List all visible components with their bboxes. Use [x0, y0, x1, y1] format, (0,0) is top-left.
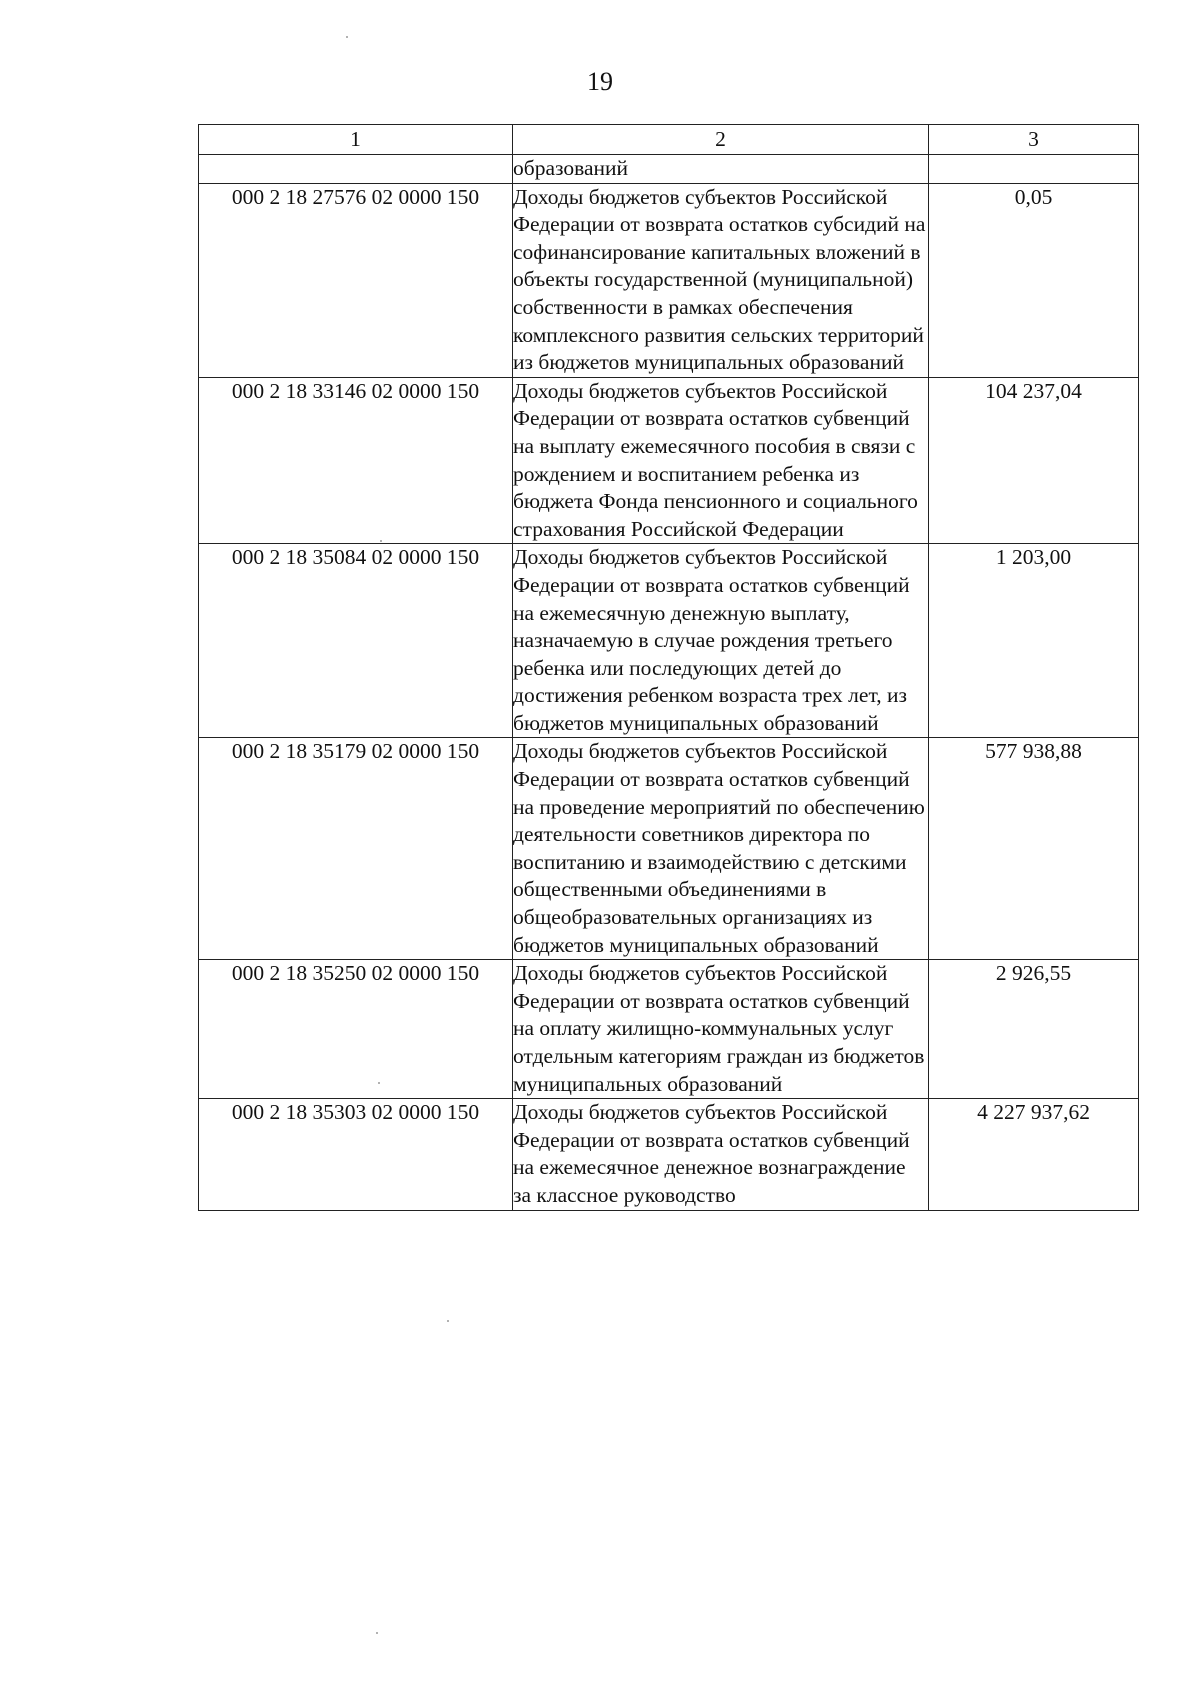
continuation-description-cell: образований	[513, 155, 929, 184]
page-number: 19	[587, 67, 613, 96]
revenue-description-cell: Доходы бюджетов субъектов Российской Федерации от возврата остатков субвенций на ежемесячное денежное вознаграждение за классное руководство	[513, 1099, 929, 1210]
column-header-amount: 3	[929, 125, 1139, 155]
table-header-row	[199, 125, 1139, 155]
table-row-continuation	[199, 155, 1139, 184]
scan-speck	[447, 1320, 449, 1322]
continuation-code-cell	[199, 155, 513, 184]
table-row	[199, 183, 1139, 377]
revenue-amount-cell: 2 926,55	[929, 960, 1139, 1099]
revenue-description-cell: Доходы бюджетов субъектов Российской Федерации от возврата остатков субвенций на выплату ежемесячного пособия в связи с рождением и воспитанием ребенка из бюджета Фонда пенсионного и социального страхования Российской Федерации	[513, 377, 929, 544]
revenue-amount-cell: 104 237,04	[929, 377, 1139, 544]
revenue-code-cell: 000 2 18 27576 02 0000 150	[199, 183, 513, 377]
column-header-description: 2	[513, 125, 929, 155]
revenue-description-cell: Доходы бюджетов субъектов Российской Федерации от возврата остатков субсидий на софинансирование капитальных вложений в объекты государственной (муниципальной) собственности в рамках обеспечения комплексного развития сельских территорий из бюджетов муниципальных образований	[513, 183, 929, 377]
revenue-code-cell: 000 2 18 35250 02 0000 150	[199, 960, 513, 1099]
scan-speck	[378, 1082, 380, 1084]
revenue-amount-cell: 0,05	[929, 183, 1139, 377]
table-row	[199, 544, 1139, 738]
revenue-code-cell: 000 2 18 33146 02 0000 150	[199, 377, 513, 544]
scan-speck	[376, 1632, 378, 1634]
budget-revenue-table	[198, 124, 1139, 1211]
revenue-amount-cell: 4 227 937,62	[929, 1099, 1139, 1210]
revenue-description-cell: Доходы бюджетов субъектов Российской Федерации от возврата остатков субвенций на оплату жилищно-коммунальных услуг отдельным категориям граждан из бюджетов муниципальных образований	[513, 960, 929, 1099]
scan-speck	[380, 540, 382, 542]
revenue-code-cell: 000 2 18 35303 02 0000 150	[199, 1099, 513, 1210]
revenue-description-cell: Доходы бюджетов субъектов Российской Федерации от возврата остатков субвенций на ежемесячную денежную выплату, назначаемую в случае рождения третьего ребенка или последующих детей до достижения ребенком возраста трех лет, из бюджетов муниципальных образований	[513, 544, 929, 738]
scan-speck	[346, 36, 348, 38]
revenue-code-cell: 000 2 18 35084 02 0000 150	[199, 544, 513, 738]
revenue-description-cell: Доходы бюджетов субъектов Российской Федерации от возврата остатков субвенций на проведение мероприятий по обеспечению деятельности советников директора по воспитанию и взаимодействию с детскими общественными объединениями в общеобразовательных организациях из бюджетов муниципальных образований	[513, 738, 929, 960]
table-row	[199, 738, 1139, 960]
table-row	[199, 377, 1139, 544]
revenue-code-cell: 000 2 18 35179 02 0000 150	[199, 738, 513, 960]
table-row	[199, 960, 1139, 1099]
column-header-code: 1	[199, 125, 513, 155]
revenue-amount-cell: 1 203,00	[929, 544, 1139, 738]
table-row	[199, 1099, 1139, 1210]
revenue-amount-cell: 577 938,88	[929, 738, 1139, 960]
continuation-amount-cell	[929, 155, 1139, 184]
